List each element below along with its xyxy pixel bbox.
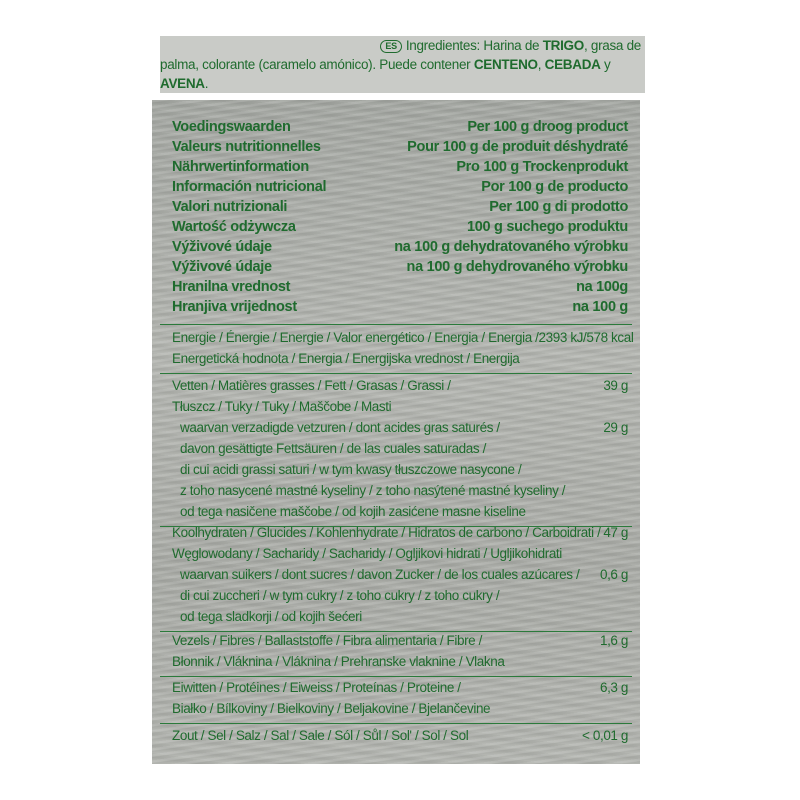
protein-row [172,677,628,698]
header-basis: na 100 g dehydrovaného výrobku [406,259,628,275]
energy-row-2 [172,348,628,369]
sugars-label: waarvan suikers / dont sucres / davon Zucker / de los cuales azúcares / [180,567,580,582]
header-label: Hranjiva vrijednost [172,299,297,315]
salt-value: < 0,01 g [582,728,628,743]
fat-row [172,375,628,396]
header-row-sk [172,258,628,277]
header-row-de [172,158,628,177]
header-label: Nährwertinformation [172,159,309,175]
carbs-row [172,522,628,543]
header-basis: na 100g [576,279,628,295]
language-badge-es: ES [380,40,401,53]
saturates-label-2: davon gesättigte Fettsäuren / de las cuales saturadas / [180,441,486,456]
ingredients-part: palma, colorante (caramelo amónico). Puede contener [160,57,474,72]
allergen-oats: AVENA [160,76,205,91]
ingredients-part: y [600,57,611,72]
fibre-row [172,630,628,651]
saturates-row-2 [180,438,628,459]
header-row-nl [172,118,628,137]
protein-label: Eiwitten / Protéines / Eiweiss / Proteínas / Proteine / [172,680,461,695]
carbs-label-2: Węglowodany / Sacharidy / Sacharidy / Ogljikovi hidrati / Ugljikohidrati [172,546,562,561]
saturates-row [180,417,628,438]
sugars-row-2 [180,585,628,606]
header-label: Výživové údaje [172,259,272,275]
header-row-it [172,198,628,217]
header-basis: Per 100 g droog product [467,119,628,135]
energy-label: Energie / Énergie / Energie / Valor energético / Energia / Energia / [172,330,539,345]
header-basis: na 100 g dehydratovaného výrobku [394,239,628,255]
saturates-row-5 [180,501,628,522]
divider [160,324,632,325]
saturates-label-3: di cui acidi grassi saturi / w tym kwasy tłuszczowe nasycone / [180,462,522,477]
saturates-row-4 [180,480,628,501]
header-row-hr [172,298,628,317]
saturates-row-3 [180,459,628,480]
fat-row-2 [172,396,628,417]
header-row-pl [172,218,628,237]
fibre-value: 1,6 g [599,633,628,648]
header-basis: Por 100 g de producto [481,179,628,195]
protein-value: 6,3 g [599,680,628,695]
sugars-row-3 [180,606,628,627]
carbs-label: Koolhydraten / Glucides / Kohlenhydrate / Hidratos de carbono / Carboidrati / [172,525,601,540]
carbs-row-2 [172,543,628,564]
fibre-row-2 [172,651,628,672]
header-row-fr [172,138,628,157]
energy-label-2: Energetická hodnota / Energia / Energijska vrednost / Energija [172,351,520,366]
header-basis: 100 g suchego produktu [467,219,628,235]
carbs-value: 47 g [603,525,628,540]
fat-label-2: Tłuszcz / Tuky / Tuky / Maščobe / Masti [172,399,392,414]
sugars-value: 0,6 g [599,567,628,582]
ingredients-part: . [204,76,209,91]
header-basis: na 100 g [572,299,628,315]
header-label: Hranilna vrednost [172,279,291,295]
saturates-label: waarvan verzadigde vetzuren / dont acides gras saturés / [180,420,500,435]
nutrition-panel [152,100,640,764]
header-label: Výživové údaje [172,239,272,255]
energy-value: 2393 kJ/578 kcal [538,330,634,345]
header-row-cz [172,238,628,257]
header-label: Voedingswaarden [172,119,291,135]
saturates-value: 29 g [603,420,628,435]
saturates-label-5: od tega nasičene maščobe / od kojih zasićene masne kiseline [180,504,526,519]
ingredients-part: , [537,57,545,72]
sugars-row [180,564,628,585]
allergen-rye: CENTENO [473,57,538,72]
allergen-wheat: TRIGO [542,38,584,53]
ingredients-part: , grasa de [583,38,641,53]
header-label: Valeurs nutritionnelles [172,139,321,155]
header-label: Valori nutrizionali [172,199,288,215]
ingredients-text [160,36,645,93]
divider [160,723,632,724]
fat-value: 39 g [603,378,628,393]
sugars-label-3: od tega sladkorji / od kojih šećeri [180,609,362,624]
header-label: Wartość odżywcza [172,219,296,235]
fibre-label-2: Błonnik / Vláknina / Vláknina / Prehranske vlaknine / Vlakna [172,654,505,669]
divider [160,373,632,374]
header-basis: Per 100 g di prodotto [489,199,628,215]
protein-label-2: Białko / Bílkoviny / Bielkoviny / Beljakovine / Bjelančevine [172,701,491,716]
fat-label: Vetten / Matières grasses / Fett / Grasas / Grassi / [172,378,451,393]
header-row-es [172,178,628,197]
ingredients-line-1 [160,36,645,55]
fibre-label: Vezels / Fibres / Ballaststoffe / Fibra alimentaria / Fibre / [172,633,482,648]
protein-row-2 [172,698,628,719]
sugars-label-2: di cui zuccheri / w tym cukry / z toho cukry / z toho cukry / [180,588,500,603]
header-label: Información nutricional [172,179,327,195]
saturates-label-4: z toho nasycené mastné kyseliny / z toho nasýtené mastné kyseliny / [180,483,566,498]
header-basis: Pour 100 g de produit déshydraté [407,139,628,155]
ingredients-line-2 [160,55,645,93]
salt-row [172,725,628,746]
energy-row [172,327,634,348]
header-row-si [172,278,628,297]
header-basis: Pro 100 g Trockenprodukt [456,159,628,175]
allergen-barley: CEBADA [544,57,601,72]
ingredients-part: Ingredientes: Harina de [405,38,543,53]
salt-label: Zout / Sel / Salz / Sal / Sale / Sól / Sůl / Sol' / Sol / Sol [172,728,469,743]
